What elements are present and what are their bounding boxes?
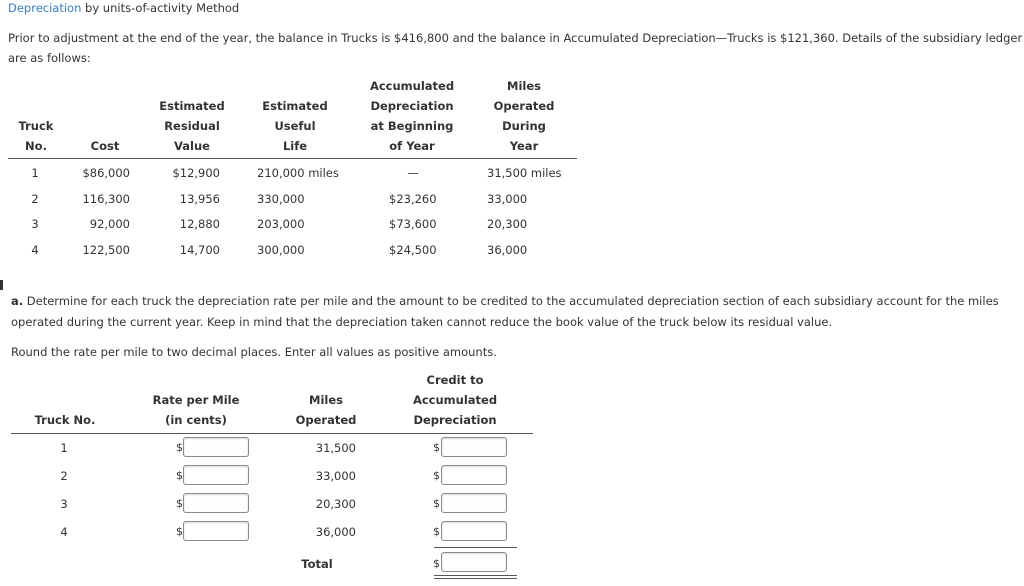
ledger-header-cost: Cost [90,139,120,153]
total-double-rule-1 [434,575,517,576]
answer-header-truck: Truck No. [34,413,96,427]
credit-input[interactable] [441,437,507,457]
ledger-life: 210,000 miles [257,166,339,180]
rate-dollar-sign: $ [176,441,183,454]
answer-no: 1 [60,441,68,455]
answer-no: 4 [60,525,68,539]
ledger-accum: $23,260 [389,192,437,206]
ledger-header-truck: Truck No. [18,119,54,153]
ledger-header-rule [8,158,577,159]
total-dollar-sign: $ [433,557,440,570]
question-text: Determine for each truck the depreciation rate per mile and the amount to be credited to the accumulated depreciation section of each subsidiary account for the miles [23,294,999,308]
question-label: a. [11,294,24,308]
page-title [8,1,239,15]
answer-miles: 20,300 [315,497,356,511]
ledger-life: 330,000 [257,192,305,206]
total-rule [434,547,517,548]
credit-dollar-sign: $ [433,525,440,538]
rate-dollar-sign: $ [176,525,183,538]
credit-dollar-sign: $ [433,441,440,454]
question-line-2: operated during the current year. Keep in mind that the depreciation taken cannot reduce the book value of the truck below its residual value. [11,315,833,329]
question-line-1 [11,294,999,308]
answer-header-rate: Rate per Mile (in cents) [152,393,240,427]
rate-dollar-sign: $ [176,497,183,510]
total-double-rule-2 [434,578,517,579]
ledger-miles: 31,500 miles [487,166,562,180]
answer-no: 2 [60,469,68,483]
answer-no: 3 [60,497,68,511]
total-label: Total [301,557,333,571]
ledger-no: 2 [31,192,39,206]
ledger-cost: 116,300 [82,192,130,206]
ledger-header-residual: Estimated Residual Value [159,99,225,153]
ledger-no: 3 [31,217,39,231]
left-edge-marker [0,280,3,290]
title-rest: by units-of-activity Method [81,1,240,15]
ledger-cost: 122,500 [82,243,130,257]
ledger-accum: — [407,166,419,180]
ledger-residual: 13,956 [179,192,220,206]
answer-miles: 33,000 [315,469,356,483]
credit-dollar-sign: $ [433,497,440,510]
ledger-life: 300,000 [257,243,305,257]
rate-dollar-sign: $ [176,469,183,482]
rate-input[interactable] [183,437,249,457]
depreciation-link[interactable]: Depreciation [8,1,82,15]
rate-input[interactable] [183,493,249,513]
ledger-residual: $12,900 [172,166,220,180]
credit-input[interactable] [441,521,507,541]
answer-header-miles: Miles Operated [295,393,357,427]
ledger-residual: 12,880 [179,217,220,231]
ledger-miles: 33,000 [487,192,528,206]
total-input[interactable] [441,552,507,572]
ledger-accum: $24,500 [389,243,437,257]
ledger-miles: 36,000 [487,243,528,257]
ledger-cost: $86,000 [82,166,130,180]
credit-input[interactable] [441,493,507,513]
rate-input[interactable] [183,521,249,541]
ledger-no: 4 [31,243,39,257]
ledger-residual: 14,700 [179,243,220,257]
answer-miles: 31,500 [315,441,356,455]
answer-header-credit: Credit to Accumulated Depreciation [412,373,498,427]
ledger-life: 203,000 [257,217,305,231]
credit-dollar-sign: $ [433,469,440,482]
intro-line-1: Prior to adjustment at the end of the year, the balance in Trucks is $416,800 and the balance in Accumulated Depreciation—Trucks is $121,360. Details of the subsidiary ledger [8,31,1023,45]
rounding-note: Round the rate per mile to two decimal places. Enter all values as positive amounts. [11,345,497,359]
credit-input[interactable] [441,465,507,485]
answer-miles: 36,000 [315,525,356,539]
ledger-no: 1 [31,166,39,180]
intro-line-2: are as follows: [8,51,91,65]
ledger-cost: 92,000 [89,217,130,231]
ledger-header-useful: Estimated Useful Life [262,99,328,153]
rate-input[interactable] [183,465,249,485]
ledger-header-accum: Accumulated Depreciation at Beginning of Year [369,79,455,153]
ledger-miles: 20,300 [487,217,528,231]
answer-header-rule [11,433,533,434]
ledger-header-miles: Miles Operated During Year [493,79,555,153]
ledger-accum: $73,600 [389,217,437,231]
